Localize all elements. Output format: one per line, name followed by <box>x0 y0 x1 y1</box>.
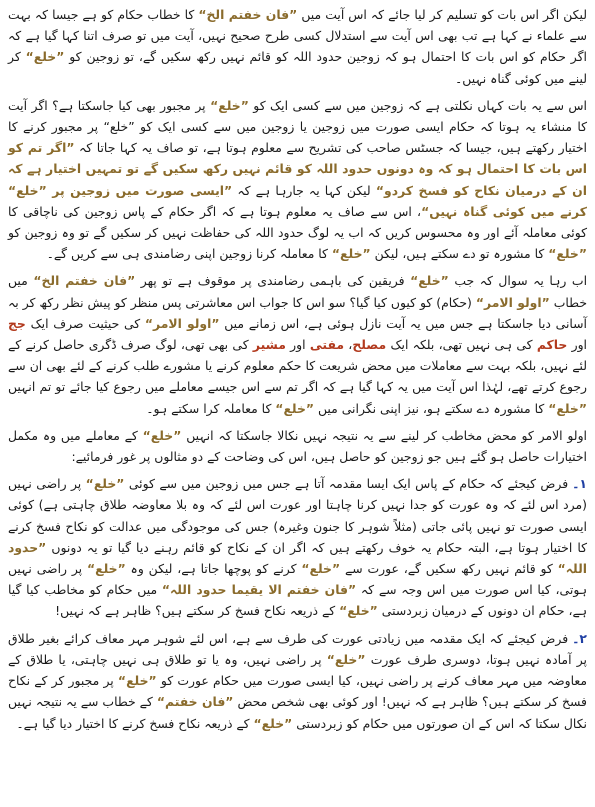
paragraph <box>8 628 587 734</box>
paragraph-text: پر مجبور بھی کیا جاسکتا ہے؟ اگر آیت کا منشاء یہ ہوتا کہ حکام ایسی صورت میں زوجین یا زوجین میں سے کسی ایک کو ”خلع“ پر مجبور کرنے کا اختیار رکھتے ہیں، جیسا کہ جسٹس صاحب کی تشریح سے معلوم ہوتا ہے، تو صاف یہ کہا جاتا کہ <box>8 97 587 156</box>
paragraph <box>8 270 587 418</box>
highlighted-term: ”خلع“ <box>253 715 293 731</box>
paragraph-text: پر راضی نہیں ہوتی، کیا اس صورت میں اس وجہ سے کہ <box>8 561 587 598</box>
paragraph <box>8 425 587 467</box>
list-number: ۱۔ <box>572 476 587 492</box>
highlighted-term: ”خلع“ <box>142 427 182 443</box>
highlighted-term: ”خلع“ <box>117 673 157 689</box>
paragraph-text: کے ذریعہ نکاح فسخ کر سکتے ہیں؟ ظاہر ہے کہ نہیں! <box>55 603 340 619</box>
paragraph-text: کی حیثیت صرف ایک <box>25 315 145 331</box>
highlighted-term: ”اولو الامر“ <box>475 294 550 310</box>
paragraph-text: کا معاملہ کرا سکتے ہو۔ <box>146 400 276 416</box>
highlighted-role: جج <box>8 315 26 331</box>
highlighted-term: ”خلع“ <box>86 561 126 577</box>
paragraph-text: اب رہا یہ سوال کہ جب <box>448 273 588 289</box>
paragraph-text: کے معاملے میں وہ مکمل اختیارات حاصل ہو گئے ہیں جو زوجین کو حاصل ہیں، اس کی وضاحت کے دو مثالوں پر غور فرمائیے: <box>8 427 587 465</box>
highlighted-term: ”خلع“ <box>275 400 315 416</box>
highlighted-term: ”ایسی صورت میں زوجین پر ”خلع“ کرنے میں کوئی گناہ نہیں“ <box>8 182 587 219</box>
highlighted-term: ”اگر تم کو اس بات کا احتمال ہو کہ وہ دونوں حدود اللہ کو قائم نہیں رکھ سکیں گے تو تمہیں اختیار ہے کہ ان کے درمیان نکاح کو فسخ کردو“ <box>8 140 587 198</box>
list-number: ۲۔ <box>572 630 587 646</box>
paragraph-text: پر راضی نہیں (مرد اس لئے کہ وہ عورت کو جدا نہیں کرنا چاہتا اور عورت اس لئے کہ وہ بلا معاوضہ طلاق چاہتی ہے) کوئی ایسی صورت تو نہیں پائی جاتی (مثلاً شوہر کا جنون وغیرہ) جس کی موجودگی میں عدالت کو نکاح فسخ کرنے کا اختیار ہوتا ہے، البتہ حکام یہ خوف رکھتے ہیں کہ اگر ان کے نکاح کو قائم رہنے دیا گیا تو یہ دونوں <box>8 476 587 555</box>
paragraph-text: ، اس سے صاف یہ معلوم ہوتا ہے کہ اگر حکام کے پاس زوجین کی ناچاقی کا کوئی معاملہ آئے اور وہ محسوس کریں کہ اب یہ لوگ حدود اللہ کی حفاظت نہیں کر سکیں گے تو وہ زوجین کو <box>8 203 587 241</box>
paragraph-text: ، <box>344 337 353 353</box>
highlighted-term: ”فان خفتم الخ“ <box>33 273 136 289</box>
paragraph-text: پر راضی نہیں، وہ یا تو طلاق ہی نہیں چاہتی، یا طلاق کے معاوضہ میں مہر معاف کرنے پر راضی نہیں، کیا ایسی صورت میں حکام عورت کو <box>8 651 587 689</box>
highlighted-term: ”حدود اللہ“ <box>8 539 587 577</box>
paragraph-text: میں حکام کو مخاطب کیا گیا ہے، حکام ان دونوں کے درمیان زبردستی <box>8 582 587 619</box>
highlighted-term: ”فان خفتم الخ“ <box>198 7 298 22</box>
highlighted-term: ”خلع“ <box>210 97 249 113</box>
highlighted-role: مشیر <box>252 337 286 353</box>
paragraph-text: اور <box>567 337 587 353</box>
paragraph-text: کے ذریعہ نکاح فسخ کرنے کا اختیار دیا گیا ہے۔ <box>16 715 254 731</box>
paragraph-text: اور <box>285 337 310 353</box>
document-body <box>8 4 587 734</box>
paragraph-text: لیکن اگر اس بات کو تسلیم کر لیا جائے کہ اس آیت میں <box>297 7 587 22</box>
paragraph-text: کر لینے میں کوئی گناہ نہیں۔ <box>8 49 587 86</box>
highlighted-term: ”خلع“ <box>410 273 449 289</box>
highlighted-term: ”خلع“ <box>548 246 587 262</box>
highlighted-term: ”اولو الامر“ <box>144 315 220 331</box>
highlighted-term: ”خلع“ <box>548 400 587 416</box>
paragraph-text: (حکام) کو کیوں کیا گیا؟ سو اس کا جواب اس معاشرتی پس منظر کو پیش نظر رکھ کر بہ آسانی دیا جاسکتا ہے جس میں یہ آیت نازل ہوئی ہے، اس زمانے میں <box>8 294 587 331</box>
paragraph-text: پر مجبور کر کے نکاح فسخ کر سکتے ہیں؟ ظاہر ہے کہ نہیں! اور کوئی بھی شخص محض <box>8 673 587 710</box>
highlighted-term: ”فان خفتم“ <box>156 694 234 710</box>
highlighted-term: ”فان خفتم الا یقیما حدود اللہ“ <box>161 582 357 598</box>
paragraph-text: کا خطاب حکام کو ہے جیسا کہ بہت سے علماء نے کہا ہے تب بھی اس آیت سے استدلال کسی طرح صحیح نہیں، آیت میں تو صرف اتنا کہا گیا ہے کہ اگر حکام کو اس بات کا احتمال ہو کہ زوجین حدود اللہ کو قائم نہیں رکھ سکیں گے، تو زوجین کو <box>8 7 587 65</box>
paragraph-text: کرنے کو پوچھا جاتا ہے، لیکن وہ <box>125 561 302 577</box>
highlighted-term: ”خلع“ <box>339 603 378 619</box>
paragraph-text: فرض کیجئے کہ حکام کے پاس ایک ایسا مقدمہ آتا ہے جس میں زوجین میں سے کوئی <box>124 476 569 492</box>
paragraph-text: کا مشورہ تو دے سکتے ہیں، لیکن <box>370 246 549 262</box>
highlighted-term: ”خلع“ <box>85 476 125 492</box>
paragraph-text: لیکن کہا یہ جارہا ہے کہ <box>232 182 376 198</box>
paragraph-text: کے خطاب سے یہ نتیجہ نہیں نکال سکتا کہ اس کے ان صورتوں میں حکام کو زبردستی <box>8 694 587 731</box>
highlighted-term: ”خلع“ <box>301 561 341 577</box>
paragraph-text: فرض کیجئے کہ ایک مقدمہ میں زیادتی عورت کی طرف سے ہے، اس لئے شوہر مہر معاف کرائے بغیر طلاق پر آمادہ نہیں ہوتا، دوسری طرف عورت <box>8 630 588 667</box>
paragraph-text: اولو الامر کو محض مخاطب کر لینے سے یہ نتیجہ نہیں نکالا جاسکتا کہ انہیں <box>181 427 587 443</box>
paragraph <box>8 4 587 89</box>
highlighted-term: ”خلع“ <box>326 651 366 667</box>
paragraph-text: فریقین کی باہمی رضامندی پر موقوف ہے تو پھر <box>135 273 411 289</box>
paragraph-text: میں خطاب <box>8 273 588 310</box>
highlighted-role: حاکم <box>536 337 568 353</box>
highlighted-role: مفتی <box>309 337 345 353</box>
highlighted-term: ”خلع“ <box>25 49 65 65</box>
paragraph-text: کا معاملہ کرنا زوجین اپنی رضامندی ہی سے کریں گے۔ <box>46 246 332 262</box>
paragraph <box>8 95 587 265</box>
paragraph <box>8 473 587 621</box>
paragraph-text: اس سے یہ بات کہاں نکلتی ہے کہ زوجین میں سے کسی ایک کو <box>248 97 587 113</box>
paragraph-text: کی بھی تھی، لوگ صرف ڈگری حاصل کرنے کے لئے نہیں، بلکہ بہت سے معاملات میں محض شریعت کا حکم معلوم کرنے یا مشورے طلب کرنے کے لئے بھی ان سے رجوع کرتے تھے، لہٰذا اس آیت میں یہ کہا گیا ہے کہ اگر تم سے اس جیسے معاملے میں رجوع کیا جائے تو تم انہیں <box>8 337 587 395</box>
paragraph-text: کا مشورہ دے سکتے ہو، نیز اپنی نگرانی میں <box>314 400 549 416</box>
highlighted-role: مصلح <box>352 337 387 353</box>
paragraph-text: کو قائم نہیں رکھ سکیں گے، عورت سے <box>340 561 558 577</box>
paragraph-text: کی ہی نہیں تھی، بلکہ ایک <box>386 337 537 353</box>
highlighted-term: ”خلع“ <box>331 246 371 262</box>
